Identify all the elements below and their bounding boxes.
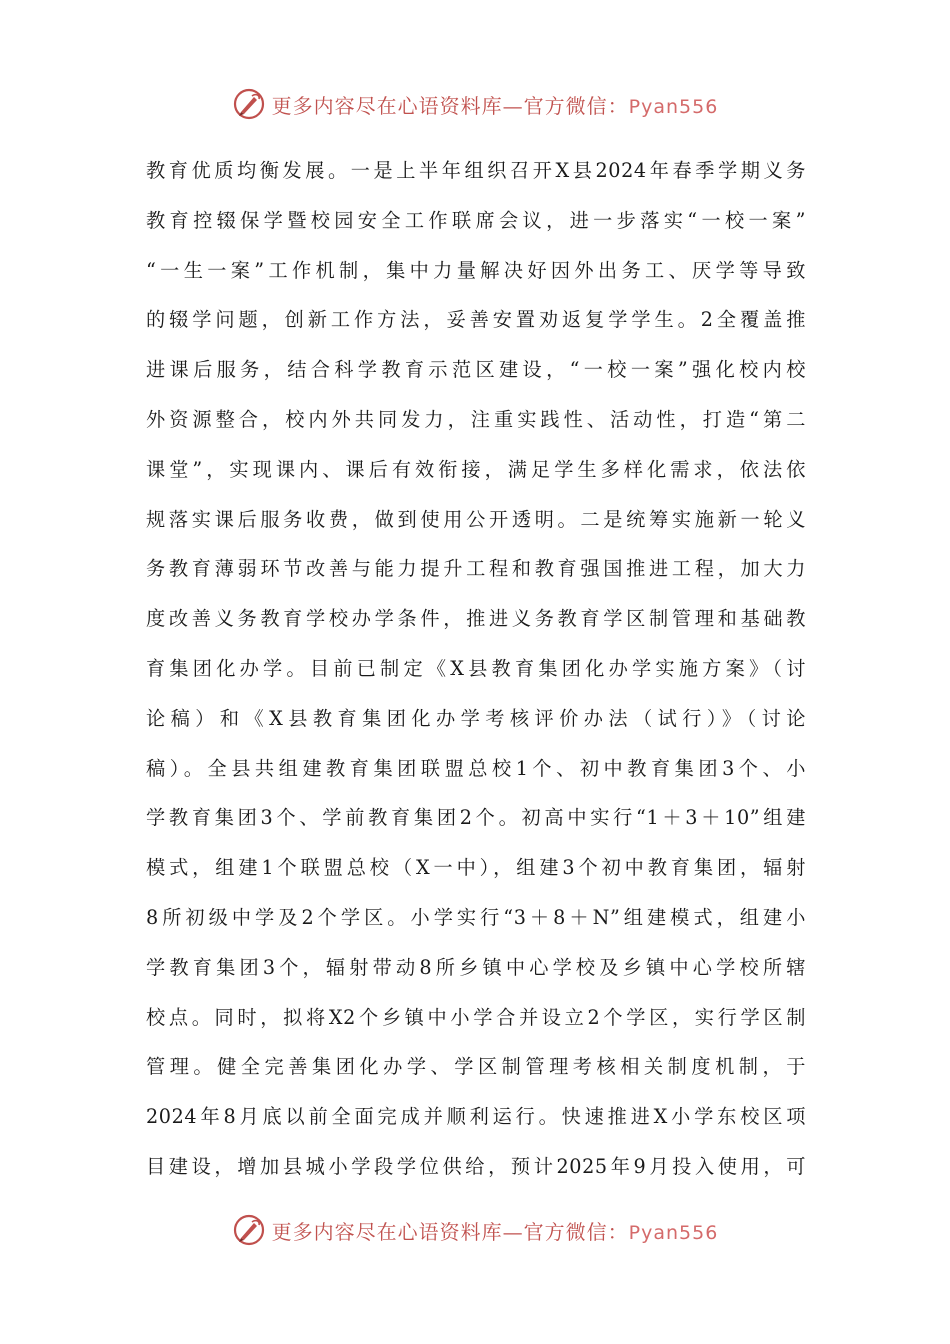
- body-line: 务教育薄弱环节改善与能力提升工程和教育强国推进工程，加大力: [146, 557, 806, 581]
- body-line: 学教育集团3个、学前教育集团2个。初高中实行“1＋3＋10”组建: [146, 806, 806, 830]
- watermark-text: [272, 1216, 719, 1245]
- body-line: 学教育集团3个，辐射带动8所乡镇中心学校及乡镇中心学校所辖: [146, 955, 806, 979]
- watermark-site-text: 更多内容尽在心语资料库—官方微信：: [271, 1219, 629, 1244]
- body-line: 管理。健全完善集团化办学、学区制管理考核相关制度机制，于: [146, 1055, 806, 1079]
- watermark-banner-bottom: [0, 1210, 950, 1250]
- watermark-banner-top: [0, 84, 950, 124]
- body-line: 稿）。全县共组建教育集团联盟总校1个、初中教育集团3个、小: [146, 756, 806, 780]
- body-line: 的辍学问题，创新工作方法，妥善安置劝返复学学生。2全覆盖推: [146, 308, 806, 332]
- body-line: 规落实课后服务收费，做到使用公开透明。二是统筹实施新一轮义: [146, 507, 806, 531]
- document-body: [146, 146, 806, 1192]
- body-line: 教育控辍保学暨校园安全工作联席会议，进一步落实“一校一案”: [146, 208, 806, 232]
- body-line: 育集团化办学。目前已制定《X县教育集团化办学实施方案》（讨: [146, 656, 806, 680]
- body-line: 外资源整合，校内外共同发力，注重实践性、活动性，打造“第二: [146, 407, 806, 431]
- watermark-wechat-id: Pyan556: [628, 95, 719, 118]
- body-line: 课堂”，实现课内、课后有效衔接，满足学生多样化需求，依法依: [146, 457, 806, 481]
- body-line: 目建设，增加县城小学段学位供给，预计2025年9月投入使用，可: [146, 1154, 806, 1178]
- body-line: 8所初级中学及2个学区。小学实行“3＋8＋N”组建模式，组建小: [146, 905, 806, 929]
- body-line: 度改善义务教育学校办学条件，推进义务教育学区制管理和基础教: [146, 607, 806, 631]
- body-line: 2024年8月底以前全面完成并顺利运行。快速推进X小学东校区项: [146, 1105, 806, 1129]
- body-line: 进课后服务，结合科学教育示范区建设，“一校一案”强化校内校: [146, 358, 806, 382]
- body-line: “一生一案”工作机制，集中力量解决好因外出务工、厌学等导致: [146, 258, 806, 282]
- body-line: 论稿）和《X县教育集团化办学考核评价办法（试行）》（讨论: [146, 706, 806, 730]
- pen-logo-icon: [232, 1213, 266, 1247]
- watermark-site-text: 更多内容尽在心语资料库—官方微信：: [271, 93, 629, 118]
- body-line: 校点。同时，拟将X2个乡镇中小学合并设立2个学区，实行学区制: [146, 1005, 806, 1029]
- watermark-text: [272, 90, 719, 119]
- pen-logo-icon: [232, 87, 266, 121]
- watermark-wechat-id: Pyan556: [628, 1221, 719, 1244]
- body-line: 模式，组建1个联盟总校（X一中），组建3个初中教育集团，辐射: [146, 856, 806, 880]
- body-line: 教育优质均衡发展。一是上半年组织召开X县2024年春季学期义务: [146, 159, 806, 182]
